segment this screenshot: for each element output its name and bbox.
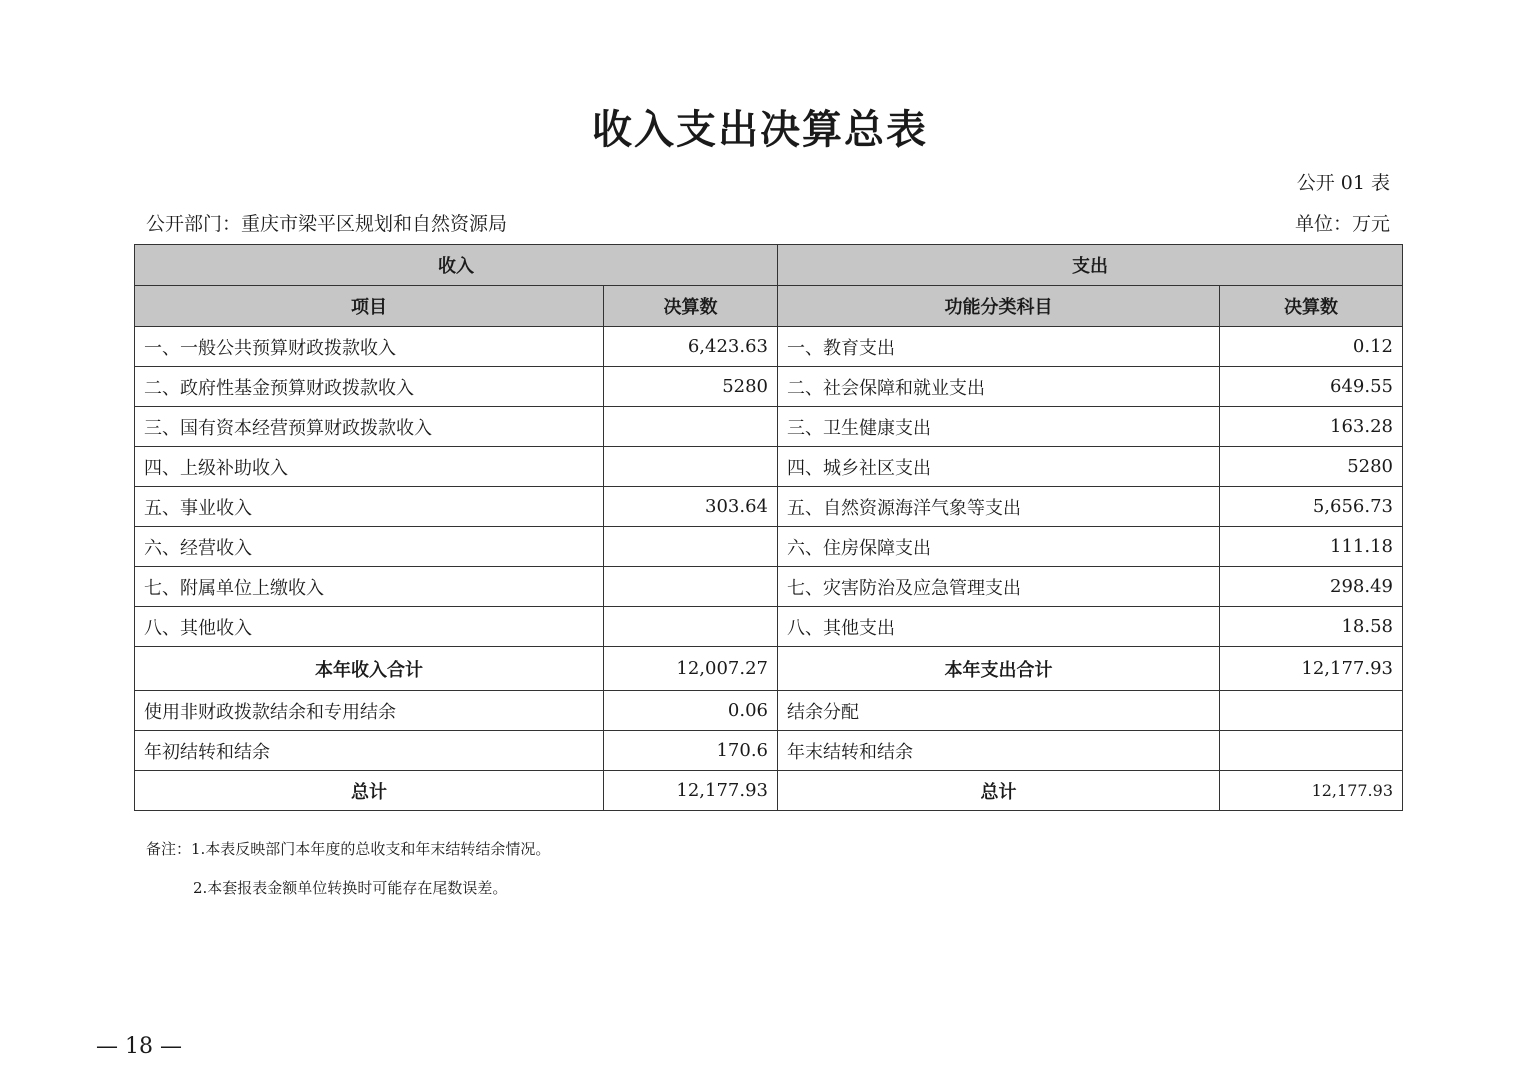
- income-amount: 6,423.63: [604, 327, 778, 367]
- form-number: 公开 01 表: [1296, 172, 1390, 194]
- expense-amount: 649.55: [1220, 367, 1403, 407]
- income-item: 三、国有资本经营预算财政拨款收入: [135, 407, 604, 447]
- income-amount: [604, 527, 778, 567]
- expense-amount: 18.58: [1220, 607, 1403, 647]
- page-number: — 18 —: [96, 1034, 182, 1059]
- expense-amount: [1220, 691, 1403, 731]
- income-item: 使用非财政拨款结余和专用结余: [135, 691, 604, 731]
- table-row: [135, 487, 1403, 527]
- expense-subtotal-label: 本年支出合计: [778, 647, 1220, 691]
- expense-item: 六、住房保障支出: [778, 527, 1220, 567]
- income-item: 年初结转和结余: [135, 731, 604, 771]
- expense-amount: 111.18: [1220, 527, 1403, 567]
- col-header-amount: 决算数: [604, 286, 778, 327]
- income-item: 二、政府性基金预算财政拨款收入: [135, 367, 604, 407]
- expense-amount: 163.28: [1220, 407, 1403, 447]
- expense-item: 八、其他支出: [778, 607, 1220, 647]
- table-row: [135, 367, 1403, 407]
- table-row: [135, 327, 1403, 367]
- expense-item: 七、灾害防治及应急管理支出: [778, 567, 1220, 607]
- note-1: 备注：1.本表反映部门本年度的总收支和年末结转结余情况。: [146, 840, 551, 858]
- income-total-label: 总计: [135, 771, 604, 811]
- income-total-amount: 12,177.93: [604, 771, 778, 811]
- income-amount: [604, 407, 778, 447]
- table-row: [135, 527, 1403, 567]
- expense-amount: [1220, 731, 1403, 771]
- income-subtotal-amount: 12,007.27: [604, 647, 778, 691]
- col-header-function: 功能分类科目: [778, 286, 1220, 327]
- expense-total-amount: 12,177.93: [1220, 771, 1403, 811]
- unit-label: 单位：万元: [1294, 213, 1390, 235]
- expense-amount: 5,656.73: [1220, 487, 1403, 527]
- income-amount: 303.64: [604, 487, 778, 527]
- table-row: [135, 447, 1403, 487]
- income-amount: [604, 607, 778, 647]
- income-amount: 170.6: [604, 731, 778, 771]
- table-header-row: [135, 245, 1403, 286]
- page-title: 收入支出决算总表: [592, 107, 928, 153]
- expense-amount: 298.49: [1220, 567, 1403, 607]
- income-amount: [604, 447, 778, 487]
- income-header: 收入: [135, 245, 778, 286]
- income-amount: [604, 567, 778, 607]
- expense-item: 二、社会保障和就业支出: [778, 367, 1220, 407]
- income-item: 四、上级补助收入: [135, 447, 604, 487]
- expense-item: 年末结转和结余: [778, 731, 1220, 771]
- table-row: [135, 607, 1403, 647]
- income-item: 八、其他收入: [135, 607, 604, 647]
- income-subtotal-label: 本年收入合计: [135, 647, 604, 691]
- department-label: 公开部门：重庆市梁平区规划和自然资源局: [146, 213, 508, 235]
- expense-amount: 0.12: [1220, 327, 1403, 367]
- income-expense-table: [134, 244, 1403, 811]
- table-subheader-row: [135, 286, 1403, 327]
- table-row: [135, 407, 1403, 447]
- expense-item: 一、教育支出: [778, 327, 1220, 367]
- table-row: [135, 567, 1403, 607]
- subtotal-row: [135, 647, 1403, 691]
- expense-item: 五、自然资源海洋气象等支出: [778, 487, 1220, 527]
- expense-item: 结余分配: [778, 691, 1220, 731]
- expense-item: 四、城乡社区支出: [778, 447, 1220, 487]
- expense-header: 支出: [778, 245, 1403, 286]
- total-row: [135, 771, 1403, 811]
- income-item: 七、附属单位上缴收入: [135, 567, 604, 607]
- income-amount: 5280: [604, 367, 778, 407]
- expense-total-label: 总计: [778, 771, 1220, 811]
- col-header-amount-expense: 决算数: [1220, 286, 1403, 327]
- expense-subtotal-amount: 12,177.93: [1220, 647, 1403, 691]
- col-header-item: 项目: [135, 286, 604, 327]
- table-row: [135, 731, 1403, 771]
- note-2: 2.本套报表金额单位转换时可能存在尾数误差。: [193, 879, 508, 897]
- expense-amount: 5280: [1220, 447, 1403, 487]
- income-item: 六、经营收入: [135, 527, 604, 567]
- income-amount: 0.06: [604, 691, 778, 731]
- income-item: 五、事业收入: [135, 487, 604, 527]
- table-row: [135, 691, 1403, 731]
- expense-item: 三、卫生健康支出: [778, 407, 1220, 447]
- income-item: 一、一般公共预算财政拨款收入: [135, 327, 604, 367]
